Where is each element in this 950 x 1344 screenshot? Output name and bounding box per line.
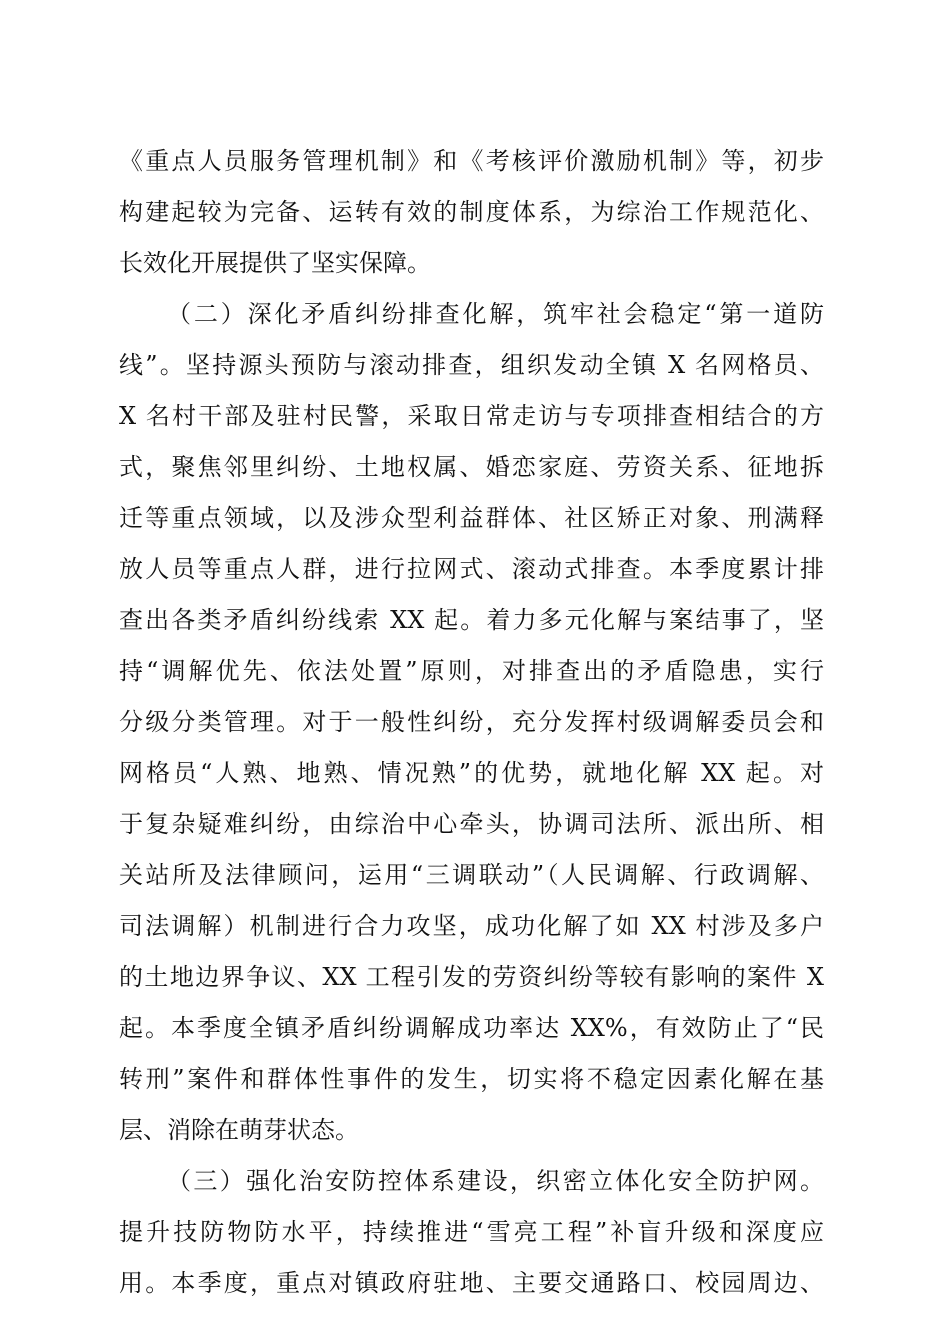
text-line: 《重点人员服务管理机制》和《考核评价激励机制》等，初步 — [119, 147, 824, 175]
text-line: 司法调解）机制进行合力攻坚，成功化解了如 XX 村涉及多户 — [119, 912, 824, 940]
text-line: 起。本季度全镇矛盾纠纷调解成功率达 XX%，有效防止了“民 — [119, 1014, 824, 1042]
text-line: 持“调解优先、依法处置”原则，对排查出的矛盾隐患，实行 — [119, 657, 824, 685]
text-line: 迁等重点领域，以及涉众型利益群体、社区矫正对象、刑满释 — [119, 504, 824, 532]
section-heading-line: （二）深化矛盾纠纷排查化解，筑牢社会稳定“第一道防 — [167, 300, 824, 328]
paragraph-2 — [119, 289, 824, 1156]
text-line: 关站所及法律顾问，运用“三调联动”（人民调解、行政调解、 — [119, 861, 824, 889]
text-line: X 名村干部及驻村民警，采取日常走访与专项排查相结合的方 — [119, 402, 824, 430]
text-line: 式，聚焦邻里纠纷、土地权属、婚恋家庭、劳资关系、征地拆 — [119, 453, 824, 481]
text-line: 放人员等重点人群，进行拉网式、滚动式排查。本季度累计排 — [119, 555, 824, 583]
text-line: 网格员“人熟、地熟、情况熟”的优势，就地化解 XX 起。对 — [119, 759, 824, 787]
text-line: 线”。坚持源头预防与滚动排查，组织发动全镇 X 名网格员、 — [119, 351, 824, 379]
text-line: 于复杂疑难纠纷，由综治中心牵头，协调司法所、派出所、相 — [119, 810, 824, 838]
text-line: 提升技防物防水平，持续推进“雪亮工程”补盲升级和深度应 — [119, 1218, 824, 1246]
paragraph-1 — [119, 136, 824, 289]
text-line: 分级分类管理。对于一般性纠纷，充分发挥村级调解委员会和 — [119, 708, 824, 736]
body-text — [119, 136, 824, 1309]
section-heading-line: （三）强化治安防控体系建设，织密立体化安全防护网。 — [167, 1167, 824, 1195]
text-line: 用。本季度，重点对镇政府驻地、主要交通路口、校园周边、 — [119, 1269, 824, 1297]
text-line: 转刑”案件和群体性事件的发生，切实将不稳定因素化解在基 — [119, 1065, 824, 1093]
text-line: 长效化开展提供了坚实保障。 — [119, 249, 431, 277]
text-line: 构建起较为完备、运转有效的制度体系，为综治工作规范化、 — [119, 198, 824, 226]
text-line: 层、消除在萌芽状态。 — [119, 1116, 359, 1144]
paragraph-3 — [119, 1156, 824, 1309]
text-line: 的土地边界争议、XX 工程引发的劳资纠纷等较有影响的案件 X — [119, 963, 824, 991]
text-line: 查出各类矛盾纠纷线索 XX 起。着力多元化解与案结事了，坚 — [119, 606, 824, 634]
